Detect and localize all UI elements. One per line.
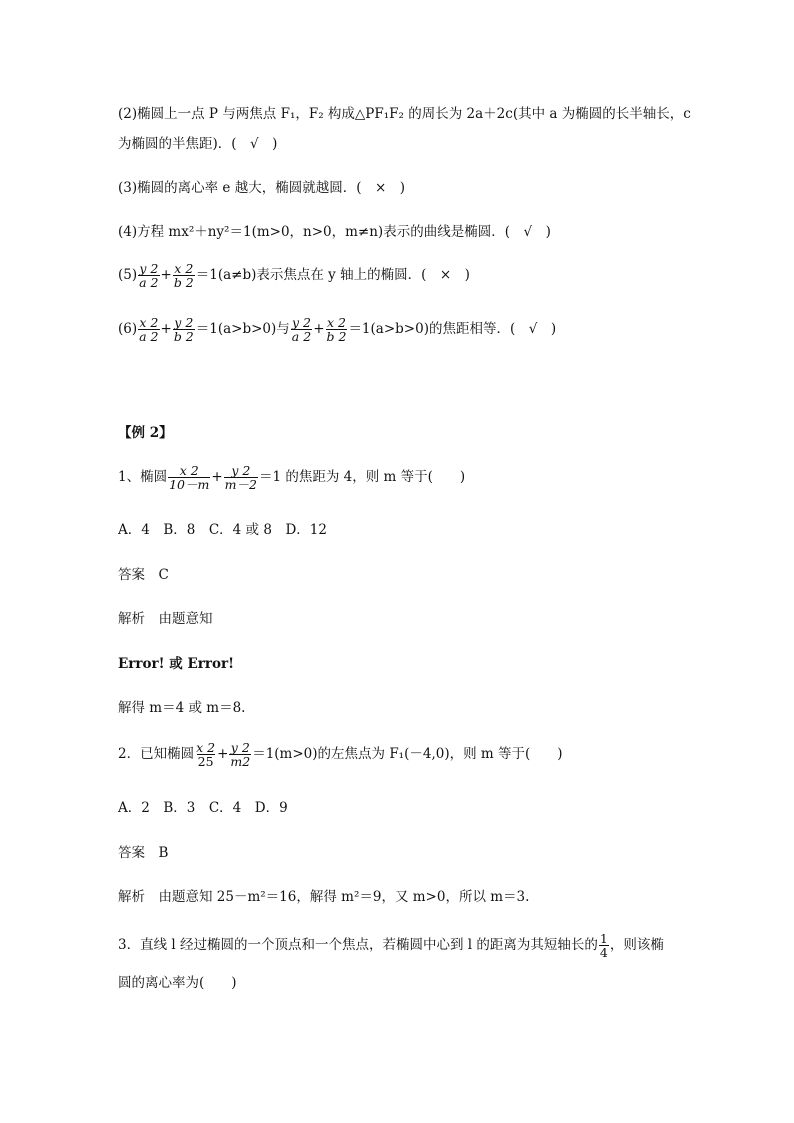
- item-6-suffix: ＝1(a>b>0)的焦距相等．( √ ): [348, 321, 557, 337]
- fraction-denominator: a 2: [291, 329, 312, 344]
- fraction: [173, 316, 195, 343]
- question-1-error-text: Error! 或 Error!: [118, 656, 235, 672]
- question-2-analysis: 解析 由题意知 25－m²＝16，解得 m²＝9，又 m>0，所以 m＝3.: [118, 889, 530, 905]
- fraction: [291, 316, 312, 343]
- question-1: [118, 464, 465, 491]
- fraction-numerator: y 2: [139, 261, 159, 276]
- plus-sign: +: [217, 746, 229, 762]
- fraction: [168, 464, 210, 491]
- fraction-numerator: x 2: [174, 261, 194, 276]
- fraction-denominator: m2: [230, 754, 251, 769]
- question-2: [118, 741, 563, 768]
- question-1-analysis: 解析 由题意知: [118, 611, 213, 627]
- question-1-prefix: 1、椭圆: [118, 469, 168, 485]
- example-heading: 【例 2】: [118, 425, 173, 441]
- fraction-denominator: b 2: [326, 329, 347, 344]
- item-5-suffix: ＝1(a≠b)表示焦点在 y 轴上的椭圆．( × ): [195, 267, 470, 283]
- fraction: [599, 932, 609, 959]
- fraction: [138, 316, 159, 343]
- fraction-numerator: y 2: [230, 740, 250, 755]
- question-2-options: A．2 B．3 C．4 D．9: [118, 800, 288, 816]
- fraction-numerator: x 2: [179, 463, 199, 478]
- question-1-solution: 解得 m＝4 或 m＝8.: [118, 700, 246, 716]
- question-3-line-2: 圆的离心率为( ): [118, 975, 237, 991]
- question-2-answer: 答案 B: [118, 845, 169, 861]
- item-3: (3)椭圆的离心率 e 越大，椭圆就越圆．( × ): [118, 180, 406, 196]
- plus-sign: +: [160, 321, 172, 337]
- plus-sign: +: [211, 469, 223, 485]
- question-1-answer: 答案 C: [118, 567, 169, 583]
- fraction-numerator: x 2: [139, 315, 159, 330]
- fraction-denominator: b 2: [173, 275, 194, 290]
- fraction-denominator: a 2: [139, 329, 159, 344]
- fraction-numerator: y 2: [174, 315, 194, 330]
- question-3: [118, 932, 664, 959]
- fraction: [138, 262, 159, 289]
- question-2-prefix: 2．已知椭圆: [118, 746, 195, 762]
- fraction-numerator: y 2: [291, 315, 311, 330]
- item-5-prefix: (5): [118, 267, 138, 283]
- fraction-denominator: 10－m: [169, 477, 210, 492]
- item-2-line-1: (2)椭圆上一点 P 与两焦点 F₁，F₂ 构成△PF₁F₂ 的周长为 2a＋2c(其中 a 为椭圆的长半轴长，c: [118, 106, 691, 122]
- fraction: [326, 316, 348, 343]
- fraction-numerator: y 2: [231, 463, 251, 478]
- plus-sign: +: [313, 321, 325, 337]
- fraction-denominator: m－2: [224, 477, 257, 492]
- fraction-denominator: 25: [197, 754, 214, 769]
- question-1-options: A．4 B．8 C．4 或 8 D．12: [118, 522, 327, 538]
- question-1-suffix: ＝1 的焦距为 4，则 m 等于( ): [258, 469, 466, 485]
- fraction-denominator: a 2: [139, 275, 159, 290]
- fraction: [229, 741, 251, 768]
- item-6: [118, 316, 556, 343]
- fraction: [224, 464, 258, 491]
- question-3-suffix: ，则该椭: [609, 937, 664, 953]
- fraction-denominator: 4: [599, 945, 608, 960]
- plus-sign: +: [160, 267, 172, 283]
- fraction: [173, 262, 195, 289]
- item-6-prefix: (6): [118, 321, 138, 337]
- question-2-suffix: ＝1(m>0)的左焦点为 F₁(－4,0)，则 m 等于( ): [252, 746, 563, 762]
- fraction: [195, 741, 216, 768]
- question-3-prefix: 3．直线 l 经过椭圆的一个顶点和一个焦点，若椭圆中心到 l 的距离为其短轴长的: [118, 937, 598, 953]
- fraction-denominator: b 2: [173, 329, 194, 344]
- fraction-numerator: 1: [599, 931, 608, 946]
- item-5: [118, 262, 470, 289]
- item-4: (4)方程 mx²＋ny²＝1(m>0，n>0，m≠n)表示的曲线是椭圆．( √ ): [118, 224, 551, 240]
- fraction-numerator: x 2: [326, 315, 346, 330]
- item-6-middle: ＝1(a>b>0)与: [195, 321, 290, 337]
- fraction-numerator: x 2: [196, 740, 216, 755]
- item-2-line-2: 为椭圆的半焦距)．( √ ): [118, 136, 278, 152]
